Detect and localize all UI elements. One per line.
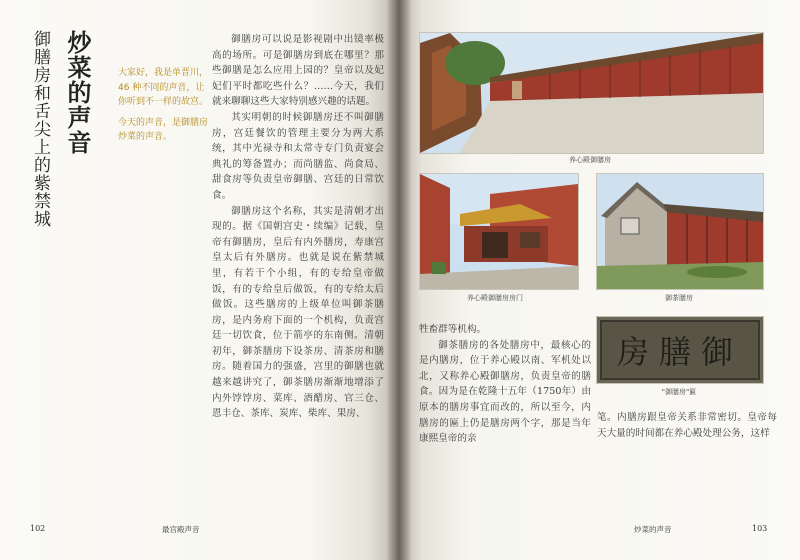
sidenote-line: 大家好，我是单晋川，46 种不同的声音，让你听到不一样的故宫。: [118, 68, 209, 107]
photo-gate: [419, 173, 579, 290]
left-page: [0, 0, 398, 560]
body-text-left: [212, 32, 384, 422]
photo-plaque: [596, 316, 764, 384]
paragraph: 御膳房可以说是影视剧中出镜率极高的场所。可是御膳房到底在哪里？那些御膳是怎么应用上园的？皇帝以及妃妃们平时都吃些什么？……今天，我们就来聊聊这些大家特别感兴趣的话题。: [212, 34, 384, 108]
sidenote-line: 今天的声音，是御膳房炒菜的声音。: [118, 117, 209, 142]
paragraph: 笔。内膳房跟皇帝关系非常密切。皇帝每天大量的时间都在养心殿处理公务，这样: [597, 412, 777, 439]
body-text-right-bottom: [597, 410, 777, 441]
running-head-left: 最宫殿声音: [162, 525, 200, 534]
sidenote: [118, 66, 210, 151]
caption-plaque: "御膳房"匾: [661, 388, 697, 396]
caption-corridor: 养心殿御膳房: [569, 156, 611, 164]
chapter-subtitle: 御膳房和舌尖上的紫禁城: [30, 30, 50, 228]
running-head-right: 炒菜的声音: [634, 525, 672, 534]
photo-corridor: [419, 32, 764, 154]
paragraph: 御膳房这个名称，其实是清朝才出现的。据《国朝宫史・续编》记载，皇帝有御膳房，皇后有内外膳房，寿康宫皇太后有外膳房。也就是说在紫禁城里，有若干个小组，有的专给皇帝做饭，有的专给皇后做饭，有的专给太后做饭。这些膳房的上级单位叫御茶膳房，是内务府下面的一个机构，负责宫廷一切饮食，位于箭亭的东南侧。清朝初年，御茶膳房下设茶房、清茶房和膳房。随着国力的强盛，宫里的御膳也就越来越讲究了，御茶膳房渐渐地增添了内外饽饽房、菜库、酒醋房、官三仓、恩丰仓、茶库、炭库、柴库、果房、: [212, 205, 384, 420]
body-text-right: [419, 322, 591, 447]
caption-tea-kitchen: 御茶膳房: [665, 294, 693, 302]
paragraph: 牲畜群等机构。: [419, 324, 487, 335]
chapter-title: 炒菜的声音: [63, 30, 92, 155]
paragraph: 其实明朝的时候御膳房还不叫御膳房，宫廷餐饮的管理主要分为两大系统，其中光禄寺和太常寺专门负责宴会典礼的筹备置办；而尚膳监、尚食局、甜食房等负责皇帝御膳、宫廷的日常饮食。: [212, 111, 384, 201]
plaque-text: 房膳御: [616, 333, 743, 371]
caption-gate: 养心殿御膳房房门: [467, 294, 523, 302]
paragraph: 御茶膳房的各处膳房中，最核心的是内膳房，位于养心殿以南、军机处以北，又称养心殿御膳房，负责皇帝的膳食。因为是在乾隆十五年（1750年）由原本的膳房事宜而改的，所以至今，内膳房的匾上仍是膳房两个字，那是当年康熙皇帝的亲: [419, 339, 591, 445]
page-number-right: 103: [752, 524, 768, 533]
photo-tea-kitchen: [596, 173, 764, 290]
page-number-left: 102: [30, 524, 46, 533]
book-spine: [386, 0, 412, 560]
